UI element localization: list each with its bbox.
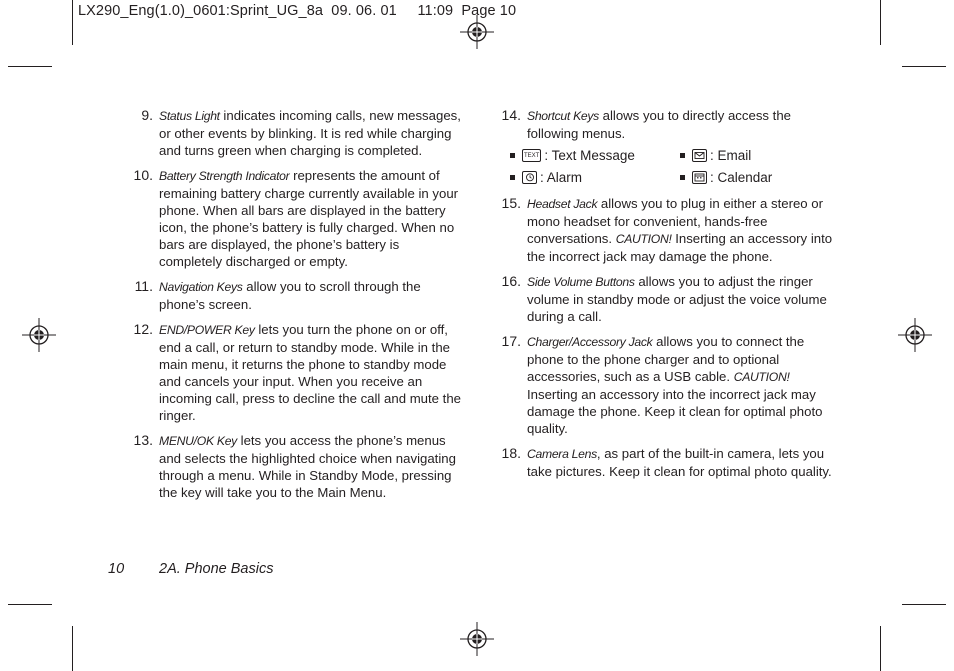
shortcut-menu-list xyxy=(510,147,834,186)
registration-mark-icon xyxy=(460,15,494,49)
list-item xyxy=(494,195,834,265)
item-term: MENU/OK Key xyxy=(159,434,237,448)
item-number: 16. xyxy=(501,273,521,289)
calendar-key-icon xyxy=(692,171,707,184)
item-description: allows you to plug in either a stereo or mono headset for convenient, hands-free conversations. xyxy=(527,196,824,246)
item-number: 9. xyxy=(141,107,153,123)
item-term: Status Light xyxy=(159,109,220,123)
page-number: 10 xyxy=(108,561,125,577)
list-item xyxy=(126,107,464,159)
item-description: represents the amount of remaining battery charge currently available in your phone. When all bars are displayed in the battery icon, the phone’s battery is fully charged. When no bars are displayed, the phone’s battery is completely discharged or empty. xyxy=(159,168,459,269)
list-item xyxy=(126,432,464,501)
crop-mark-top-right-vertical xyxy=(880,0,881,45)
bullet-icon xyxy=(510,175,515,180)
item-number: 10. xyxy=(133,167,153,183)
list-item xyxy=(494,445,834,480)
shortcut-label: : Calendar xyxy=(710,170,773,185)
shortcut-label: : Alarm xyxy=(540,170,583,185)
crop-mark-bottom-left-horizontal xyxy=(8,604,52,605)
crop-mark-top-right-horizontal xyxy=(902,66,946,67)
caution-label: CAUTION! xyxy=(615,232,672,246)
shortcut-alarm xyxy=(510,169,680,186)
alarm-key-icon xyxy=(522,171,537,184)
item-description: indicates incoming calls, new messages, or other events by blinking. It is red while charging and turns green when charging is completed. xyxy=(159,108,461,158)
shortcut-label: : Text Message xyxy=(544,148,635,163)
item-number: 18. xyxy=(501,445,521,461)
list-item xyxy=(494,107,834,142)
item-number: 11. xyxy=(134,278,153,294)
left-column xyxy=(126,107,464,509)
crop-mark-top-left-vertical xyxy=(72,0,73,45)
item-term: Camera Lens xyxy=(527,447,597,461)
bullet-icon xyxy=(510,153,515,158)
item-description: lets you access the phone’s menus and selects the highlighted choice when navigating through a menu. While in Standby Mode, pressing the key will take you to the Main Menu. xyxy=(159,433,456,500)
item-term: Charger/Accessory Jack xyxy=(527,335,653,349)
registration-mark-icon xyxy=(22,318,56,352)
registration-mark-icon xyxy=(898,318,932,352)
item-number: 13. xyxy=(133,432,153,448)
item-description: allows you to directly access the following menus. xyxy=(527,108,792,141)
caution-label: CAUTION! xyxy=(733,370,790,384)
item-description-continued: Inserting an accessory into the incorrect jack may damage the phone. Keep it clean for optimal photo quality. xyxy=(527,387,823,436)
item-description: , as part of the built-in camera, lets you take pictures. Keep it clean for optimal photo quality. xyxy=(527,446,832,479)
crop-mark-bottom-right-horizontal xyxy=(902,604,946,605)
item-term: Side Volume Buttons xyxy=(527,275,635,289)
item-description: allows you to connect the phone to the phone charger and to optional accessories, such as a USB cable. xyxy=(527,334,805,384)
item-term: Shortcut Keys xyxy=(527,109,599,123)
list-item xyxy=(494,333,834,437)
item-description: lets you turn the phone on or off, end a call, or return to standby mode. While in the main menu, it returns the phone to standby mode and cancels your input. When you receive an incoming call, press to decline the call and mute the ringer. xyxy=(159,322,462,423)
item-number: 14. xyxy=(501,107,521,123)
email-key-icon xyxy=(692,149,707,162)
crop-mark-top-left-horizontal xyxy=(8,66,52,67)
bullet-icon xyxy=(680,175,685,180)
item-number: 17. xyxy=(501,333,521,349)
bullet-icon xyxy=(680,153,685,158)
item-description-continued: Inserting an accessory into the incorrect jack may damage the phone. xyxy=(527,231,833,264)
item-term: END/POWER Key xyxy=(159,323,255,337)
shortcut-label: : Email xyxy=(710,148,752,163)
list-item xyxy=(494,273,834,325)
list-item xyxy=(126,167,464,270)
shortcut-email xyxy=(680,147,820,164)
print-slug: LX290_Eng(1.0)_0601:Sprint_UG_8a 09. 06. 01 11:09 Page 10 xyxy=(78,3,517,19)
crop-mark-bottom-right-vertical xyxy=(880,626,881,671)
text-message-key-icon: TEXT xyxy=(522,149,541,162)
list-item xyxy=(126,321,464,424)
item-description: allow you to scroll through the phone’s screen. xyxy=(159,279,421,312)
item-term: Headset Jack xyxy=(527,197,598,211)
section-title: 2A. Phone Basics xyxy=(159,561,274,577)
item-description: allows you to adjust the ringer volume in standby mode or adjust the voice volume during a call. xyxy=(527,274,827,324)
list-item xyxy=(126,278,464,313)
item-term: Battery Strength Indicator xyxy=(159,169,290,183)
registration-mark-icon xyxy=(460,622,494,656)
shortcut-text-message xyxy=(510,147,680,164)
item-number: 15. xyxy=(501,195,521,211)
item-term: Navigation Keys xyxy=(159,280,243,294)
right-column xyxy=(494,107,834,488)
shortcut-calendar xyxy=(680,169,820,186)
crop-mark-bottom-left-vertical xyxy=(72,626,73,671)
item-number: 12. xyxy=(133,321,153,337)
